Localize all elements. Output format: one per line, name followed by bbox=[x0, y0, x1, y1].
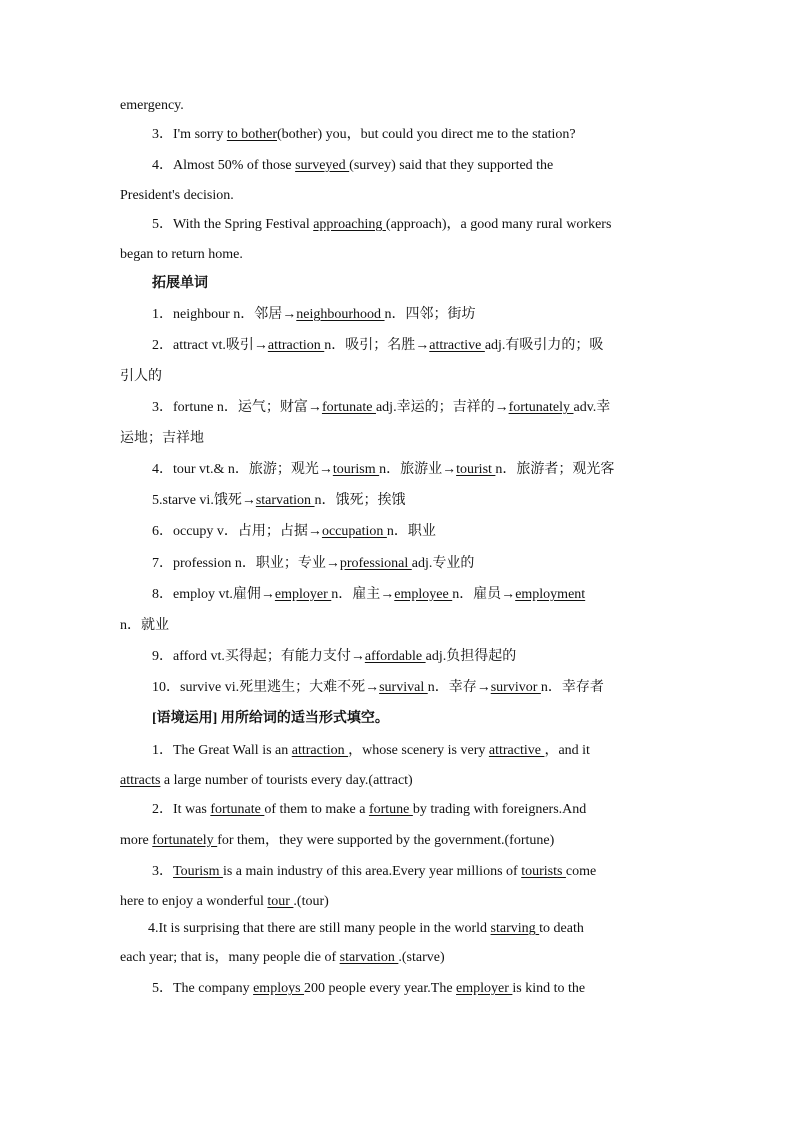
answer-blank: starvation bbox=[255, 493, 315, 508]
text-line bbox=[0, 920, 794, 938]
text-line bbox=[0, 555, 794, 573]
text-segment: n．饿死；挨饿 bbox=[314, 493, 406, 508]
text-segment: (bother) you，but could you direct me to the station? bbox=[277, 127, 576, 142]
text-line bbox=[0, 648, 794, 666]
text-line bbox=[0, 337, 794, 355]
answer-blank: Tourism bbox=[173, 864, 223, 879]
answer-blank: neighbourhood bbox=[296, 307, 385, 322]
text-segment: is a main industry of this area.Every year millions of bbox=[222, 864, 522, 879]
text-line bbox=[0, 772, 794, 790]
text-line bbox=[0, 187, 794, 205]
answer-blank: attraction bbox=[267, 338, 325, 353]
answer-blank: survivor bbox=[490, 680, 541, 695]
text-segment: .(starve) bbox=[398, 950, 445, 965]
text-segment: 10．survive vi.死里逃生；大难不死→ bbox=[152, 680, 380, 695]
text-segment: n．雇员→ bbox=[452, 587, 516, 602]
text-segment: 3． bbox=[152, 864, 173, 879]
text-segment: 1．The Great Wall is an bbox=[152, 743, 292, 758]
answer-blank: occupation bbox=[321, 524, 387, 539]
text-line bbox=[0, 617, 794, 635]
text-line bbox=[0, 949, 794, 967]
text-segment: adj.负担得起的 bbox=[425, 649, 517, 664]
text-line bbox=[0, 523, 794, 541]
answer-blank: tourist bbox=[456, 462, 496, 477]
text-line bbox=[0, 586, 794, 604]
text-segment: ，whose scenery is very bbox=[348, 743, 489, 758]
text-segment: President's decision. bbox=[120, 188, 234, 203]
text-line bbox=[0, 679, 794, 697]
text-segment: adj.专业的 bbox=[411, 556, 475, 571]
text-segment: each year; that is，many people die of bbox=[120, 950, 340, 965]
text-segment: began to return home. bbox=[120, 247, 243, 262]
text-segment: come bbox=[565, 864, 597, 879]
text-line bbox=[0, 461, 794, 479]
section-heading bbox=[0, 275, 794, 293]
answer-blank: starving bbox=[490, 921, 540, 936]
text-segment: to death bbox=[539, 921, 584, 936]
text-segment: 6．occupy v．占用；占据→ bbox=[152, 524, 322, 539]
answer-blank: tourists bbox=[521, 864, 566, 879]
answer-blank: employs bbox=[253, 981, 305, 996]
text-segment: [语境运用] 用所给词的适当形式填空。 bbox=[152, 711, 389, 726]
text-line bbox=[0, 832, 794, 850]
answer-blank: affordable bbox=[364, 649, 426, 664]
text-segment: of them to make a bbox=[264, 802, 369, 817]
text-segment: n．就业 bbox=[120, 618, 169, 633]
text-segment: more bbox=[120, 833, 153, 848]
text-line bbox=[0, 368, 794, 386]
section-heading bbox=[0, 710, 794, 728]
text-segment: adj.幸运的；吉祥的→ bbox=[375, 400, 509, 415]
text-segment: 5.starve vi.饿死→ bbox=[152, 493, 256, 508]
answer-blank: employment bbox=[515, 587, 586, 602]
text-line bbox=[0, 863, 794, 881]
answer-blank: fortune bbox=[368, 802, 413, 817]
text-line bbox=[0, 742, 794, 760]
text-segment: n．旅游者；观光客 bbox=[495, 462, 615, 477]
text-segment: 2．It was bbox=[152, 802, 211, 817]
answer-blank: employer bbox=[456, 981, 513, 996]
text-segment: 引人的 bbox=[120, 369, 162, 384]
answer-blank: attractive bbox=[488, 743, 545, 758]
text-segment: 运地；吉祥地 bbox=[120, 431, 204, 446]
text-segment: n．雇主→ bbox=[331, 587, 395, 602]
answer-blank: approaching bbox=[313, 217, 386, 232]
answer-blank: fortunately bbox=[152, 833, 218, 848]
answer-blank: fortunate bbox=[210, 802, 265, 817]
text-segment: (approach)，a good many rural workers bbox=[385, 217, 612, 232]
text-segment: ，and it bbox=[544, 743, 590, 758]
answer-blank: to bother bbox=[226, 127, 278, 142]
text-segment: n．吸引；名胜→ bbox=[324, 338, 430, 353]
text-segment: n．旅游业→ bbox=[379, 462, 457, 477]
text-line bbox=[0, 801, 794, 819]
answer-blank: surveyed bbox=[295, 158, 350, 173]
text-line bbox=[0, 430, 794, 448]
text-segment: n．职业 bbox=[386, 524, 436, 539]
answer-blank: tourism bbox=[332, 462, 380, 477]
text-segment: for them，they were supported by the government.(fortune) bbox=[217, 833, 555, 848]
text-segment: 3．fortune n．运气；财富→ bbox=[152, 400, 322, 415]
text-segment: 5．With the Spring Festival bbox=[152, 217, 314, 232]
text-line bbox=[0, 492, 794, 510]
text-line bbox=[0, 246, 794, 264]
text-segment: n．幸存→ bbox=[427, 680, 491, 695]
text-line bbox=[0, 980, 794, 998]
answer-blank: starvation bbox=[339, 950, 399, 965]
text-segment: 2．attract vt.吸引→ bbox=[152, 338, 268, 353]
answer-blank: employee bbox=[394, 587, 453, 602]
text-line bbox=[0, 399, 794, 417]
answer-blank: attracts bbox=[120, 773, 161, 788]
answer-blank: fortunate bbox=[321, 400, 376, 415]
answer-blank: fortunately bbox=[508, 400, 574, 415]
text-segment: 7．profession n．职业；专业→ bbox=[152, 556, 340, 571]
text-segment: n．幸存者 bbox=[540, 680, 604, 695]
answer-blank: employer bbox=[274, 587, 332, 602]
text-line bbox=[0, 216, 794, 234]
text-line bbox=[0, 97, 794, 115]
text-segment: 200 people every year.The bbox=[304, 981, 457, 996]
text-segment: 8．employ vt.雇佣→ bbox=[152, 587, 275, 602]
text-segment: 3．I'm sorry bbox=[152, 127, 227, 142]
text-segment: 4．Almost 50% of those bbox=[152, 158, 296, 173]
text-segment: adv.幸 bbox=[573, 400, 611, 415]
answer-blank: survival bbox=[379, 680, 428, 695]
answer-blank: attraction bbox=[291, 743, 349, 758]
text-line bbox=[0, 157, 794, 175]
text-segment: adj.有吸引力的；吸 bbox=[484, 338, 604, 353]
answer-blank: tour bbox=[267, 894, 294, 909]
text-segment: (survey) said that they supported the bbox=[349, 158, 554, 173]
answer-blank: professional bbox=[339, 556, 412, 571]
text-segment: 拓展单词 bbox=[152, 276, 208, 291]
text-segment: .(tour) bbox=[293, 894, 329, 909]
text-segment: 4．tour vt.& n．旅游；观光→ bbox=[152, 462, 333, 477]
text-segment: by trading with foreigners.And bbox=[412, 802, 587, 817]
text-line bbox=[0, 126, 794, 144]
text-segment: 9．afford vt.买得起；有能力支付→ bbox=[152, 649, 365, 664]
text-segment: 5．The company bbox=[152, 981, 254, 996]
text-segment: 4.It is surprising that there are still many people in the world bbox=[148, 921, 491, 936]
text-line bbox=[0, 306, 794, 324]
answer-blank: attractive bbox=[429, 338, 485, 353]
text-segment: emergency. bbox=[120, 98, 184, 113]
text-segment: 1．neighbour n．邻居→ bbox=[152, 307, 297, 322]
text-line bbox=[0, 893, 794, 911]
text-segment: n．四邻；街坊 bbox=[384, 307, 476, 322]
text-segment: here to enjoy a wonderful bbox=[120, 894, 268, 909]
text-segment: is kind to the bbox=[512, 981, 586, 996]
text-segment: a large number of tourists every day.(attract) bbox=[160, 773, 413, 788]
